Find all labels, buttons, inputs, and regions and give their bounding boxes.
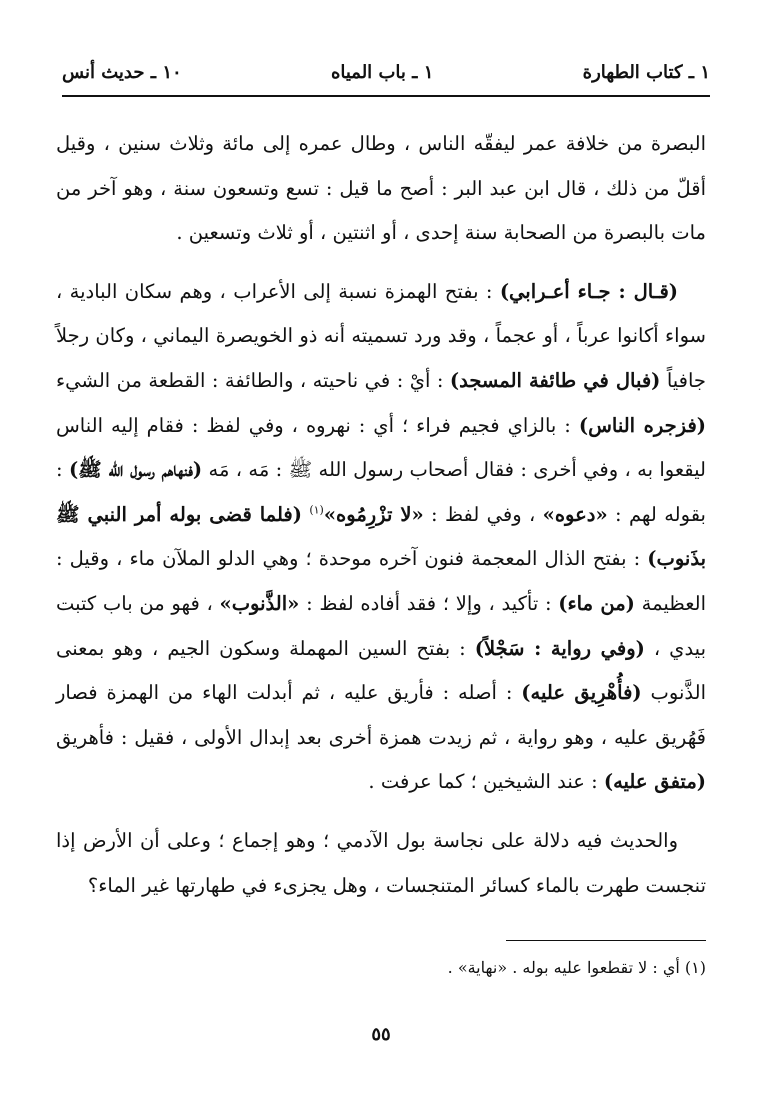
quoted-phrase: (وفي رواية : سَجْلاً) [474, 636, 645, 660]
quoted-phrase: (من ماء) [558, 591, 635, 615]
footnote: (١) أي : لا تقطعوا عليه بوله . «نهاية» . [447, 958, 706, 977]
commentary-text: : بفتح الهمزة نسبة إلى الأعراب ، وهم سكان البادية ، سواء أكانوا عرباً ، أو عجماً ، وقد ورد تسميته أنه ذو الخويصرة اليماني ، وكان رجلاً جافياً [56, 279, 706, 392]
quoted-phrase: (متفق عليه) [603, 770, 706, 794]
footnote-divider [506, 940, 706, 941]
paragraph-1: البصرة من خلافة عمر ليفقّه الناس ، وطال عمره إلى مائة وثلاث سنين ، وقيل أقلّ من ذلك ، قال ابن عبد البر : أصح ما قيل : تسع وتسعون سنة ، وهو آخر من مات بالبصرة من الصحابة سنة إحدى ، أو اثنتين ، أو ثلاث وتسعين . [56, 132, 706, 245]
quoted-phrase: «دعوه» [542, 502, 608, 526]
quoted-phrase: (فزجره الناس) [578, 413, 706, 437]
quoted-phrase: (فلما قضى بوله أمر النبي ﷺ بذَنوب) [56, 502, 706, 571]
header-divider [62, 95, 710, 97]
header-chapter-title: ١ ـ باب المياه [330, 61, 434, 83]
quoted-phrase: (فأُهْرِيق عليه) [521, 681, 642, 705]
commentary-text: ، فهو من باب كتبت بيدي ، [56, 591, 706, 660]
commentary-text: : بالزاي فجيم فراء ؛ أي : نهروه ، وفي لفظ : فقام إليه الناس ليقعوا به ، وفي أخرى : فقال أصحاب رسول الله ﷺ : مَه ، مَه [56, 413, 706, 482]
commentary-text: : أيْ : في ناحيته ، والطائفة : القطعة من الشيء [56, 368, 450, 392]
commentary-text: : بقوله لهم : [56, 458, 706, 526]
paragraph-2 [56, 270, 706, 805]
commentary-text: : عند الشيخين ؛ كما عرفت . [368, 770, 604, 794]
header-hadith-title: ١٠ ـ حديث أنس [62, 61, 182, 83]
page-number: ٥٥ [371, 1024, 391, 1045]
commentary-text: ، وفي لفظ : [423, 502, 543, 526]
quoted-phrase: (فنهاهم رسول الله ﷺ) [68, 458, 203, 482]
commentary-text: : بفتح الذال المعجمة فنون آخره موحدة ؛ وهي الدلو الملآن ماء ، وقيل : العظيمة [56, 547, 706, 615]
header-book-title: ١ ـ كتاب الطهارة [582, 61, 710, 83]
main-text [56, 122, 706, 908]
commentary-text: : أصله : فأريق عليه ، ثم أبدلت الهاء من الهمزة فصار فَهُريق عليه ، وهو رواية ، ثم زيدت همزة أخرى بعد إبدال الأولى ، فقيل : فأهريق [56, 681, 706, 749]
quoted-phrase: «الذَّنوب» [219, 591, 300, 615]
quoted-phrase: (قـال : جـاء أعـرابي) [499, 279, 678, 303]
running-header [62, 52, 710, 92]
commentary-text: : تأكيد ، وإلا ؛ فقد أفاده لفظ : [299, 591, 559, 615]
quoted-phrase: (فبال في طائفة المسجد) [449, 368, 661, 392]
footnote-reference[interactable]: (١) [309, 503, 324, 517]
quoted-phrase: «لا تزْرِمُوه» [323, 502, 424, 526]
paragraph-3: والحديث فيه دلالة على نجاسة بول الآدمي ؛ وهو إجماع ؛ وعلى أن الأرض إذا تنجست طهرت بالماء كسائر المتنجسات ، وهل يجزىء في طهارتها غير الماء؟ [56, 828, 706, 897]
commentary-text: : بفتح السين المهملة وسكون الجيم ، وهو بمعنى الذَّنوب [56, 636, 706, 705]
